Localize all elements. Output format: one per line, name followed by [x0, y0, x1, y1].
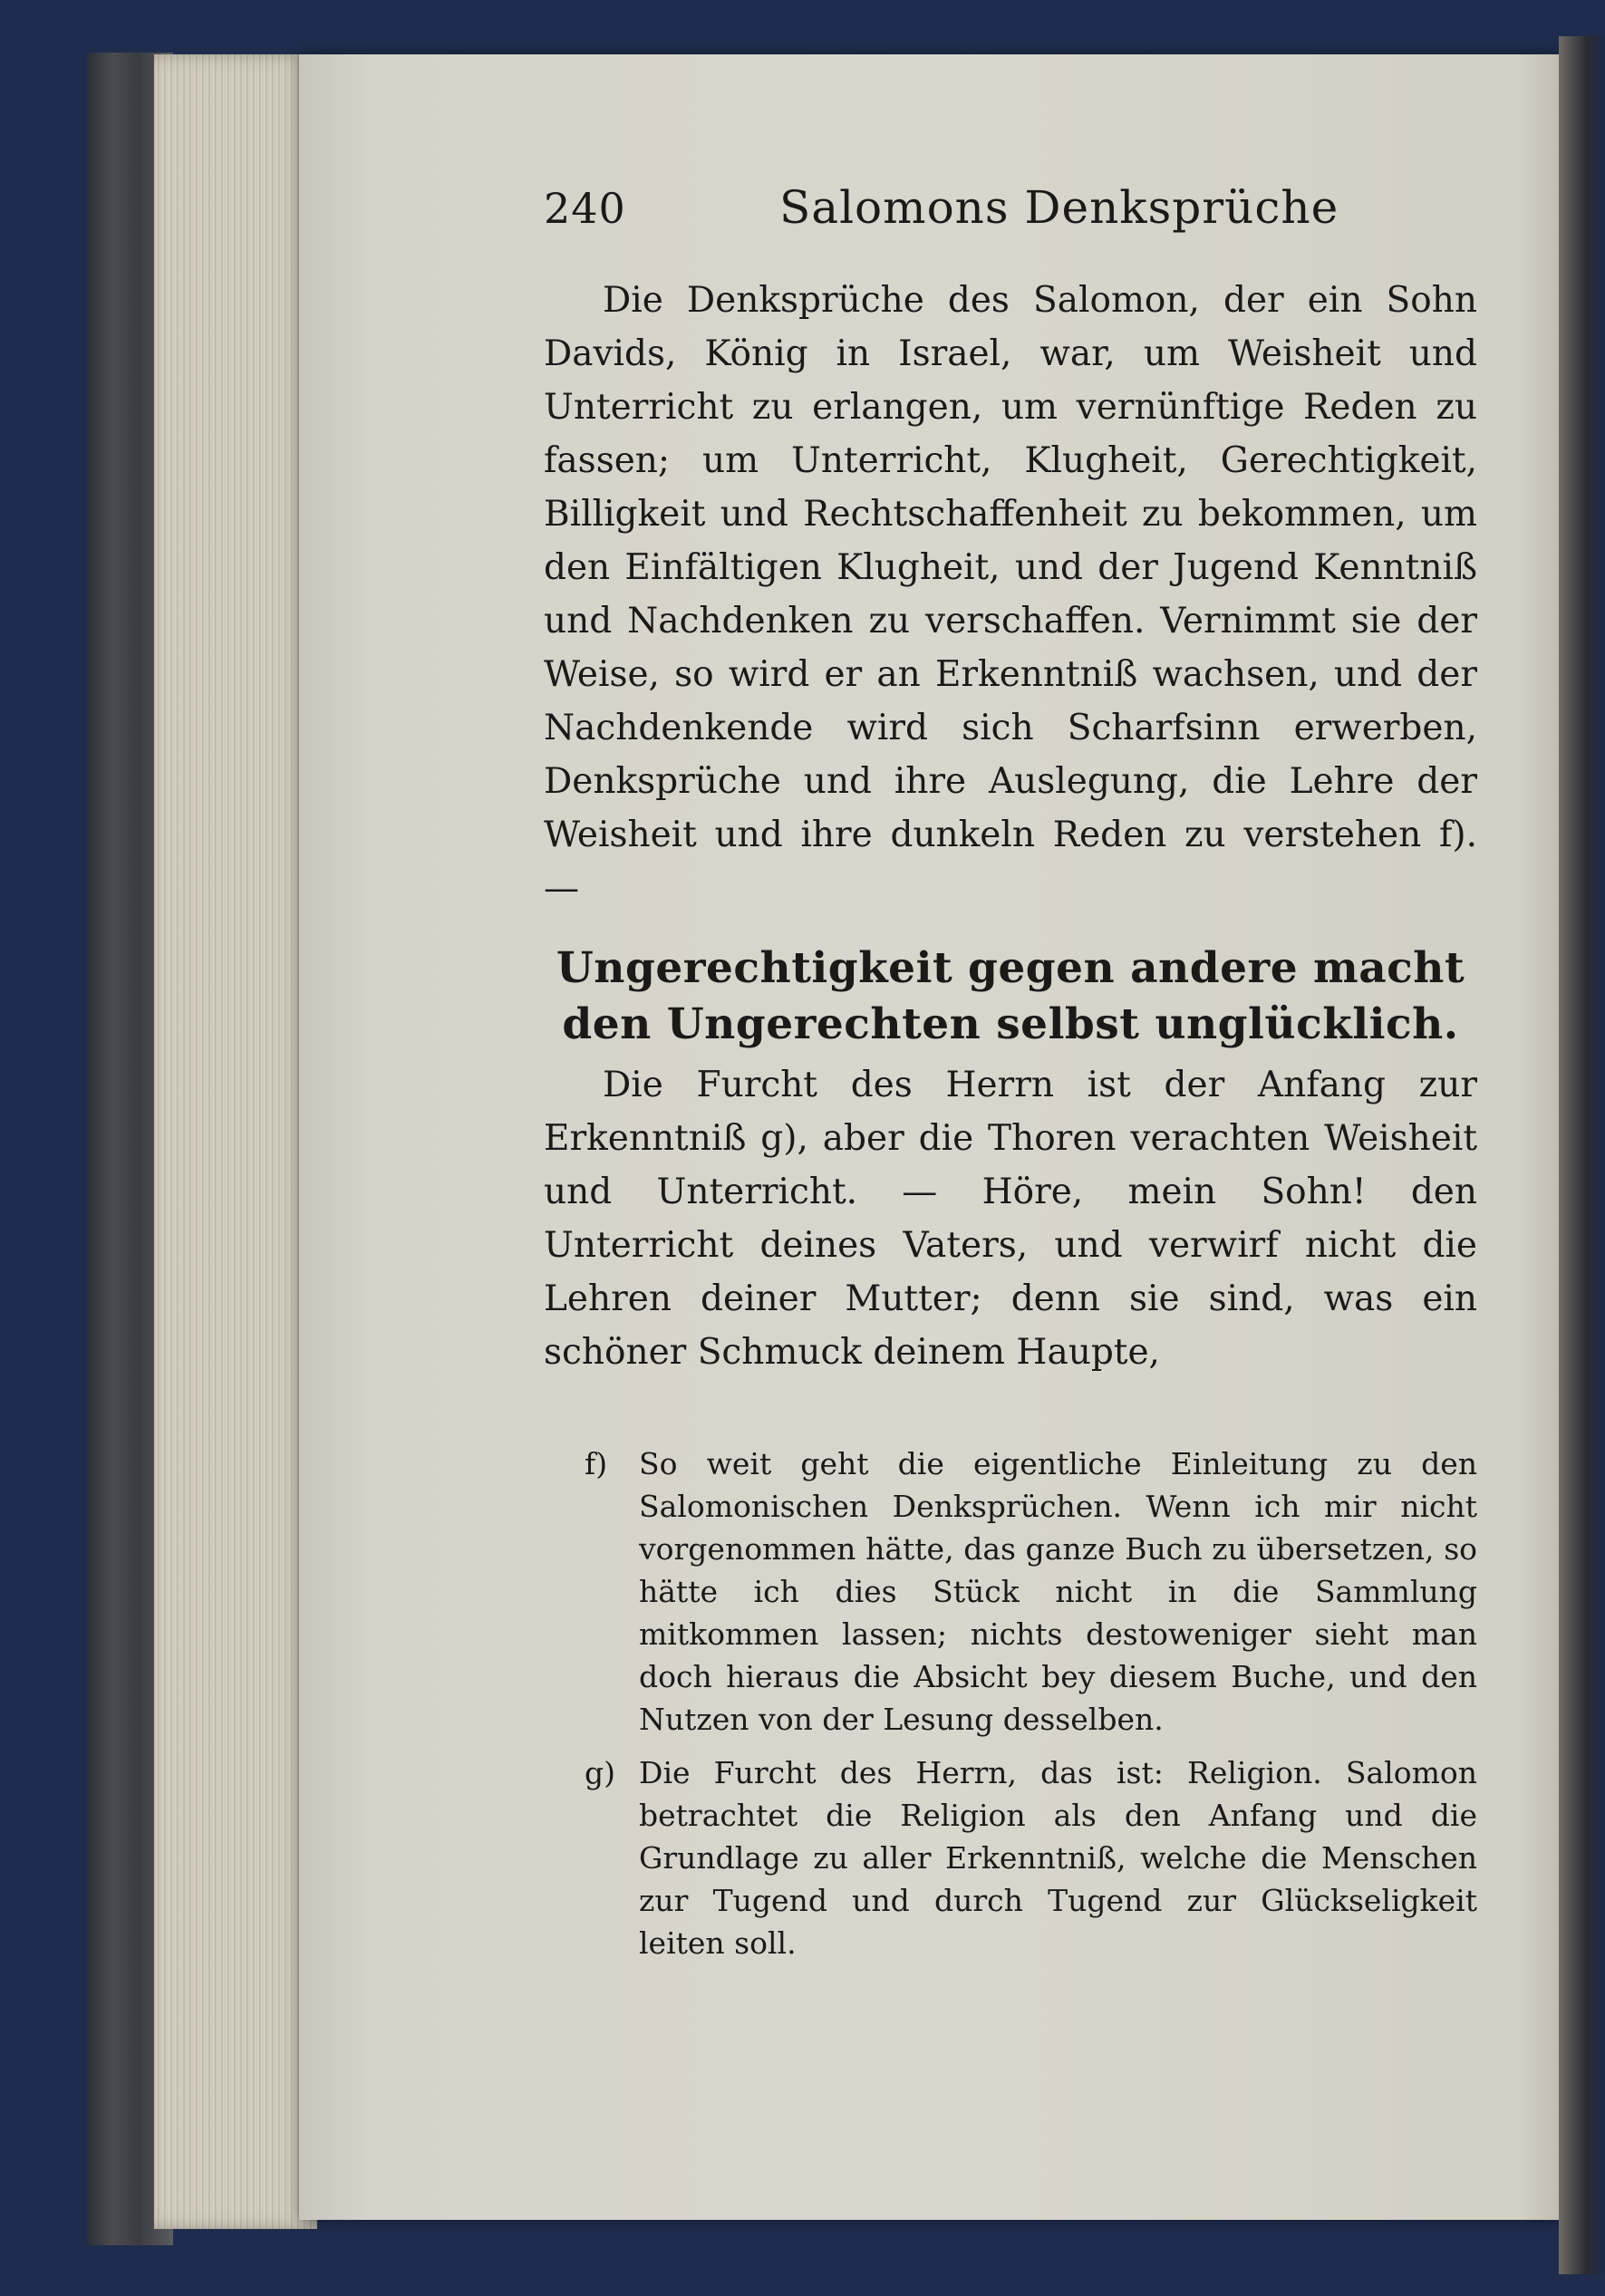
footnote-f: [585, 1442, 1477, 1741]
footnote-marker: g): [585, 1755, 615, 1790]
facing-page-edge: [1559, 36, 1605, 2274]
footnote-g: [585, 1751, 1477, 1964]
running-head: Salomons Denksprüche: [779, 181, 1339, 234]
page-stack-edge: [154, 54, 317, 2229]
page-header: [544, 181, 1477, 263]
footnote-text: So weit geht die eigentliche Einleitung zu den Salomonischen Denksprüchen. Wenn ich mir nicht vorgenommen hätte, das ganze Buch zu übersetzen, so hätte ich dies Stück nicht in die Sammlung mitkommen lassen; nichts destoweniger sieht man doch hieraus die Absicht bey diesem Buche, und den Nutzen von der Lesung desselben.: [639, 1446, 1477, 1737]
footnote-text: Die Furcht des Herrn, das ist: Religion. Salomon betrachtet die Religion als den Anfang und die Grundlage zu aller Erkenntniß, welche die Menschen zur Tugend und durch Tugend zur Glückseligkeit leiten soll.: [639, 1755, 1477, 1961]
intro-paragraph: Die Denksprüche des Salomon, der ein Sohn Davids, König in Israel, war, um Weisheit und Unterricht zu erlangen, um vernünftige Reden zu fassen; um Unterricht, Klugheit, Gerechtigkeit, Billigkeit und Rechtschaffenheit zu bekommen, um den Einfältigen Klugheit, und der Jugend Kenntniß und Nachdenken zu verschaffen. Vernimmt sie der Weise, so wird er an Erkenntniß wachsen, und der Nachdenkende wird sich Scharfsinn erwerben, Denksprüche und ihre Auslegung, die Lehre der Weisheit und ihre dunkeln Reden zu verstehen f). —: [544, 280, 1477, 909]
page-number: 240: [544, 184, 626, 233]
section-paragraph: Die Furcht des Herrn ist der Anfang zur Erkenntniß g), aber die Thoren verachten Weisheit und Unterricht. — Höre, mein Sohn! den Unterricht deines Vaters, und verwirf nicht die Lehren deiner Mutter; denn sie sind, was ein schöner Schmuck deinem Haupte,: [544, 1065, 1477, 1373]
footnote-separator: [544, 1379, 1477, 1442]
section-heading: Ungerechtigkeit gegen andere macht den Ungerechten selbst unglücklich.: [556, 943, 1465, 1049]
footnote-marker: f): [585, 1446, 608, 1481]
page-text-block: [544, 181, 1477, 1975]
